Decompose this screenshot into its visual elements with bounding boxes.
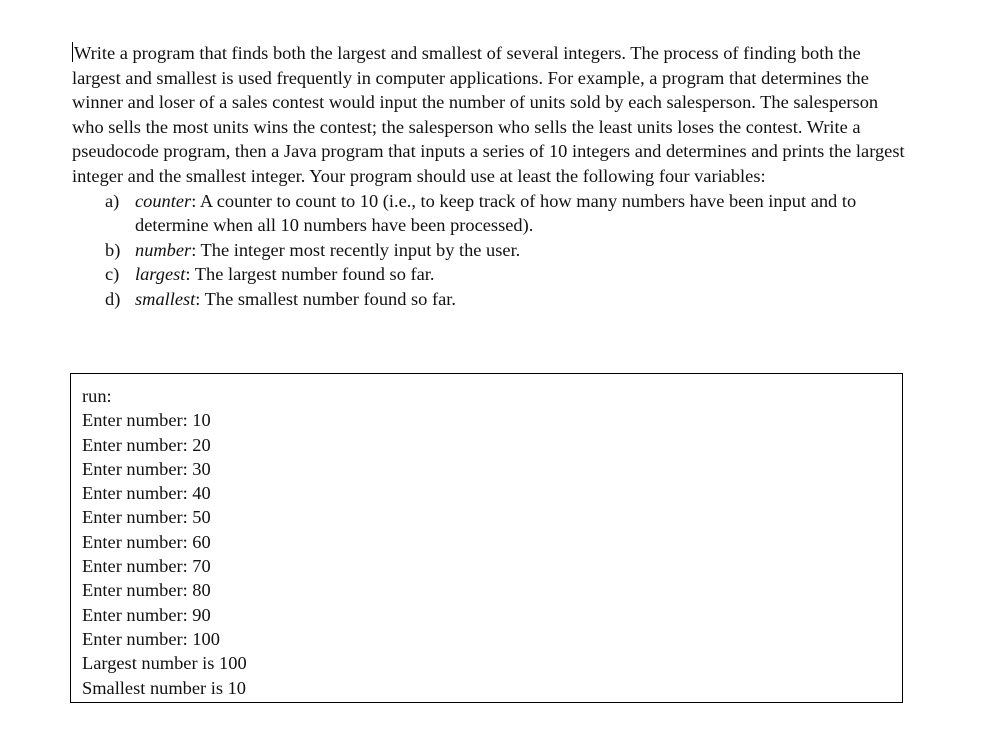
output-line: run: (82, 386, 112, 406)
problem-text: Write a program that finds both the largest and smallest of several integers. The process of finding both the largest and smallest is used frequently in computer applications. For example, a program that determines the winner and loser of a sales contest would input the number of units sold by each salesperson. The salesperson who sells the most units wins the contest; the salesperson who sells the least units loses the contest. Write a pseudocode program, then a Java program that inputs a series of 10 integers and determines and prints the largest integer and the smallest integer. Your program should use at least the following four variables: (72, 43, 905, 186)
program-output-box (70, 373, 903, 703)
output-line: Enter number: 60 (82, 531, 211, 552)
list-item (105, 262, 908, 287)
text-cursor (72, 42, 73, 62)
output-line: Enter number: 20 (82, 434, 211, 455)
variable-description: : The largest number found so far. (185, 264, 435, 285)
list-marker: c) (105, 264, 120, 285)
output-line: Enter number: 40 (82, 483, 211, 504)
variable-name: number (135, 239, 192, 260)
list-marker: a) (105, 190, 120, 211)
list-item (105, 287, 908, 312)
variable-description: : The integer most recently input by the user. (191, 239, 521, 260)
variable-list (72, 189, 908, 312)
output-line: Enter number: 70 (82, 556, 211, 577)
output-line: Enter number: 80 (82, 580, 211, 601)
variable-name: largest (135, 264, 186, 285)
output-line: Enter number: 100 (82, 628, 220, 649)
output-line: Largest number is 100 (82, 653, 247, 674)
list-marker: b) (105, 239, 121, 260)
output-line: Enter number: 90 (82, 604, 211, 625)
document-body (72, 41, 908, 312)
list-item (105, 238, 908, 263)
problem-paragraph[interactable] (72, 41, 908, 189)
variable-description: : A counter to count to 10 (i.e., to keep track of how many numbers have been input and to determine when all 10 numbers have been processed). (135, 190, 857, 236)
output-line: Enter number: 30 (82, 458, 211, 479)
variable-description: : The smallest number found so far. (195, 288, 456, 309)
output-line: Enter number: 10 (82, 410, 211, 431)
output-line: Smallest number is 10 (82, 677, 246, 698)
output-line: Enter number: 50 (82, 507, 211, 528)
list-item (105, 189, 908, 238)
list-marker: d) (105, 288, 121, 309)
variable-name: smallest (135, 288, 196, 309)
variable-name: counter (135, 190, 192, 211)
